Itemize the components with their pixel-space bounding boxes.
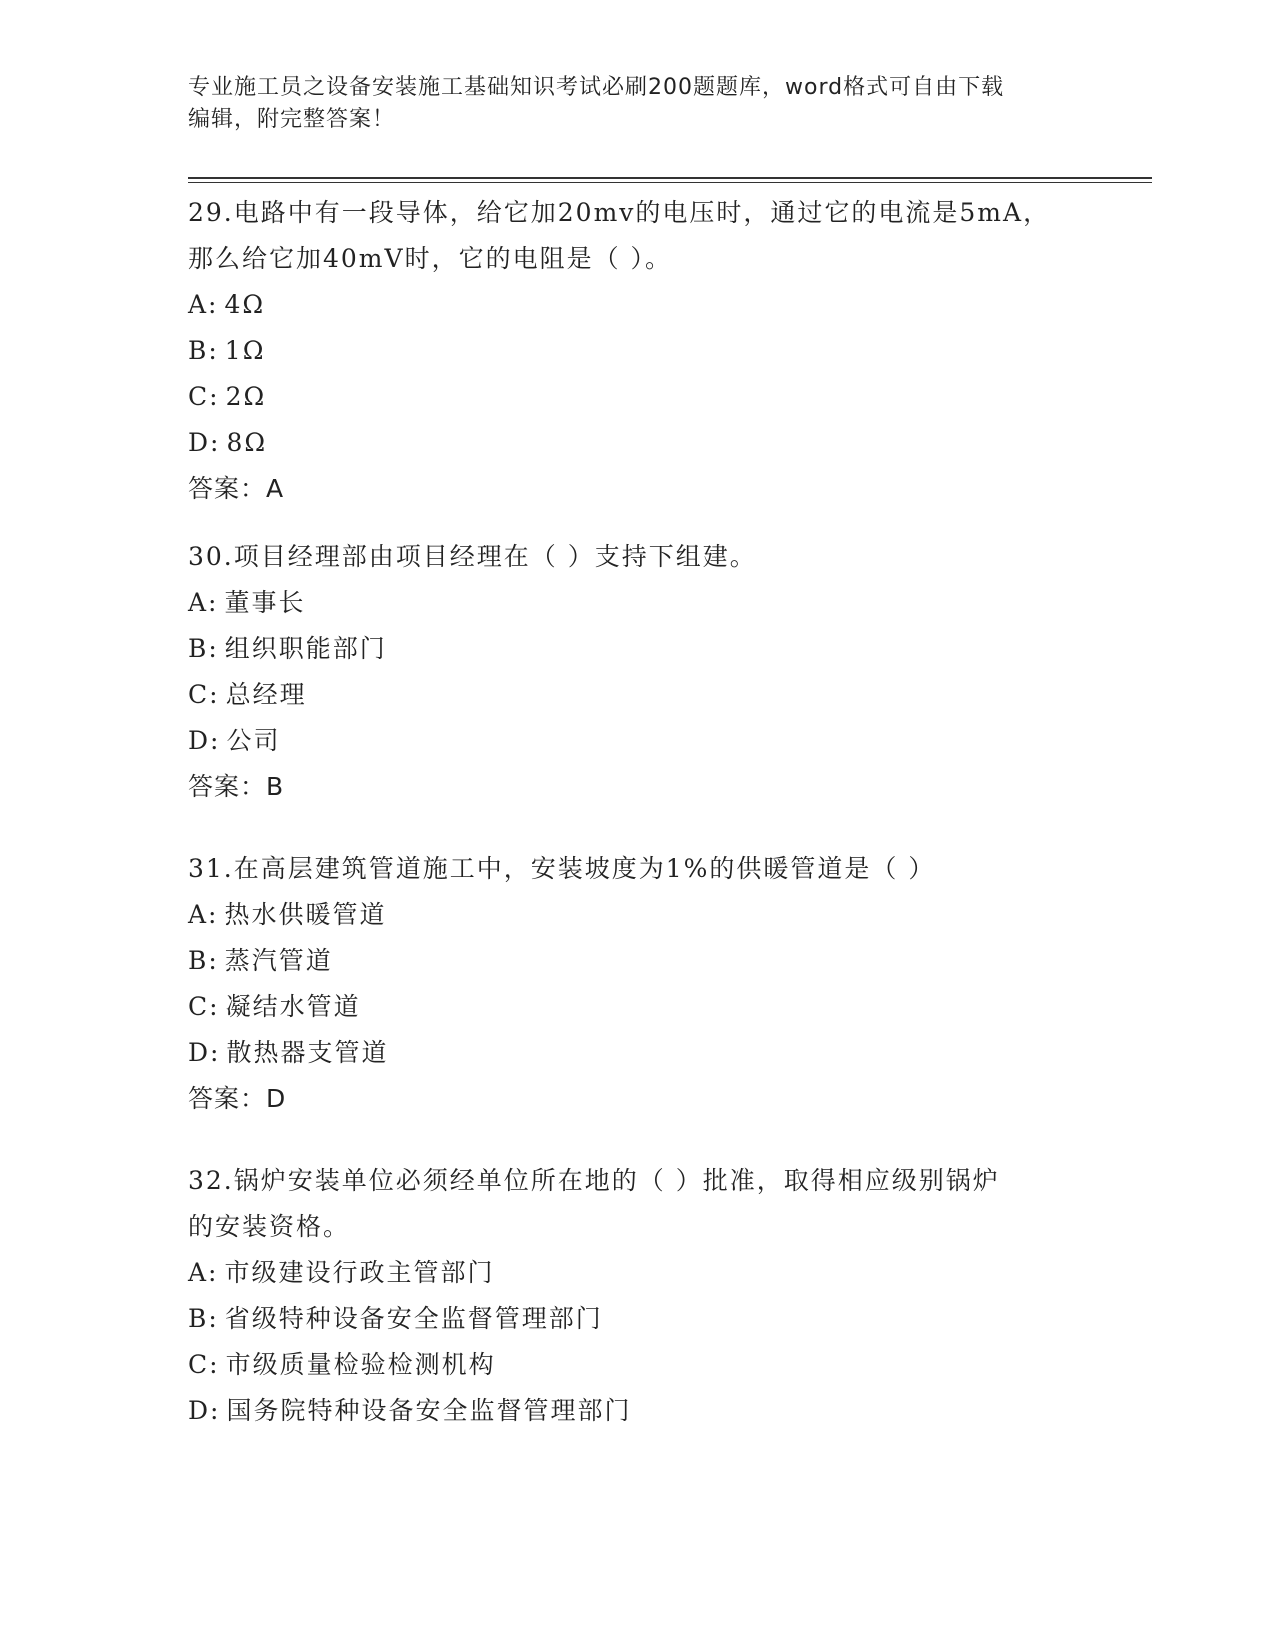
option-a xyxy=(188,892,1088,938)
option-letter: B: xyxy=(188,336,219,365)
option-text: 蒸汽管道 xyxy=(224,946,333,975)
option-d xyxy=(188,718,1088,764)
option-text: 市级质量检验检测机构 xyxy=(225,1350,496,1379)
option-text: 4Ω xyxy=(224,290,266,319)
option-letter: D: xyxy=(188,1396,221,1425)
option-text: 散热器支管道 xyxy=(226,1038,389,1067)
option-text: 国务院特种设备安全监督管理部门 xyxy=(226,1396,632,1425)
option-text: 1Ω xyxy=(224,336,266,365)
option-text: 总经理 xyxy=(225,680,307,709)
option-b xyxy=(188,938,1088,984)
option-c xyxy=(188,672,1088,718)
option-letter: D: xyxy=(188,428,221,457)
option-letter: D: xyxy=(188,726,221,755)
option-text: 省级特种设备安全监督管理部门 xyxy=(224,1304,603,1333)
option-text: 组织职能部门 xyxy=(224,634,387,663)
question-32 xyxy=(188,1158,1088,1434)
option-letter: A: xyxy=(188,588,219,617)
header-line-2: 编辑，附完整答案！ xyxy=(188,107,396,132)
answer-line: 答案：D xyxy=(188,1084,287,1113)
question-30 xyxy=(188,534,1088,810)
option-a xyxy=(188,580,1088,626)
option-letter: D: xyxy=(188,1038,221,1067)
option-text: 凝结水管道 xyxy=(225,992,361,1021)
option-text: 热水供暖管道 xyxy=(224,900,387,929)
option-c xyxy=(188,984,1088,1030)
option-c xyxy=(188,1342,1088,1388)
question-stem-line: 31.在高层建筑管道施工中，安装坡度为1%的供暖管道是（ ） xyxy=(188,854,936,883)
option-letter: A: xyxy=(188,1258,219,1287)
option-letter: C: xyxy=(188,382,220,411)
option-d xyxy=(188,1388,1088,1434)
option-letter: B: xyxy=(188,1304,219,1333)
option-letter: C: xyxy=(188,992,220,1021)
option-letter: B: xyxy=(188,634,219,663)
option-b xyxy=(188,626,1088,672)
option-b xyxy=(188,1296,1088,1342)
header-divider-thick xyxy=(188,177,1152,179)
question-29 xyxy=(188,190,1088,512)
option-d xyxy=(188,1030,1088,1076)
question-stem-line: 那么给它加40mV时，它的电阻是（ ）。 xyxy=(188,244,673,273)
header-divider-thin xyxy=(188,182,1152,183)
option-text: 市级建设行政主管部门 xyxy=(224,1258,495,1287)
option-letter: B: xyxy=(188,946,219,975)
document-header xyxy=(188,72,1068,136)
option-b xyxy=(188,328,1088,374)
option-text: 8Ω xyxy=(226,428,268,457)
answer-line: 答案：A xyxy=(188,474,285,503)
option-letter: C: xyxy=(188,1350,220,1379)
header-line-1: 专业施工员之设备安装施工基础知识考试必刷200题题库，word格式可自由下载 xyxy=(188,75,1005,100)
question-31 xyxy=(188,846,1088,1122)
option-letter: A: xyxy=(188,900,219,929)
question-stem-line: 30.项目经理部由项目经理在（ ）支持下组建。 xyxy=(188,542,757,571)
question-stem-line: 32.锅炉安装单位必须经单位所在地的（ ）批准，取得相应级别锅炉 xyxy=(188,1166,1000,1195)
question-stem-line: 的安装资格。 xyxy=(188,1212,351,1241)
option-d xyxy=(188,420,1088,466)
option-c xyxy=(188,374,1088,420)
option-a xyxy=(188,1250,1088,1296)
option-letter: A: xyxy=(188,290,219,319)
option-text: 2Ω xyxy=(225,382,267,411)
question-stem-line: 29.电路中有一段导体，给它加20mv的电压时，通过它的电流是5mA， xyxy=(188,198,1051,227)
option-text: 董事长 xyxy=(224,588,306,617)
answer-line: 答案：B xyxy=(188,772,285,801)
option-a xyxy=(188,282,1088,328)
option-text: 公司 xyxy=(226,726,281,755)
option-letter: C: xyxy=(188,680,220,709)
